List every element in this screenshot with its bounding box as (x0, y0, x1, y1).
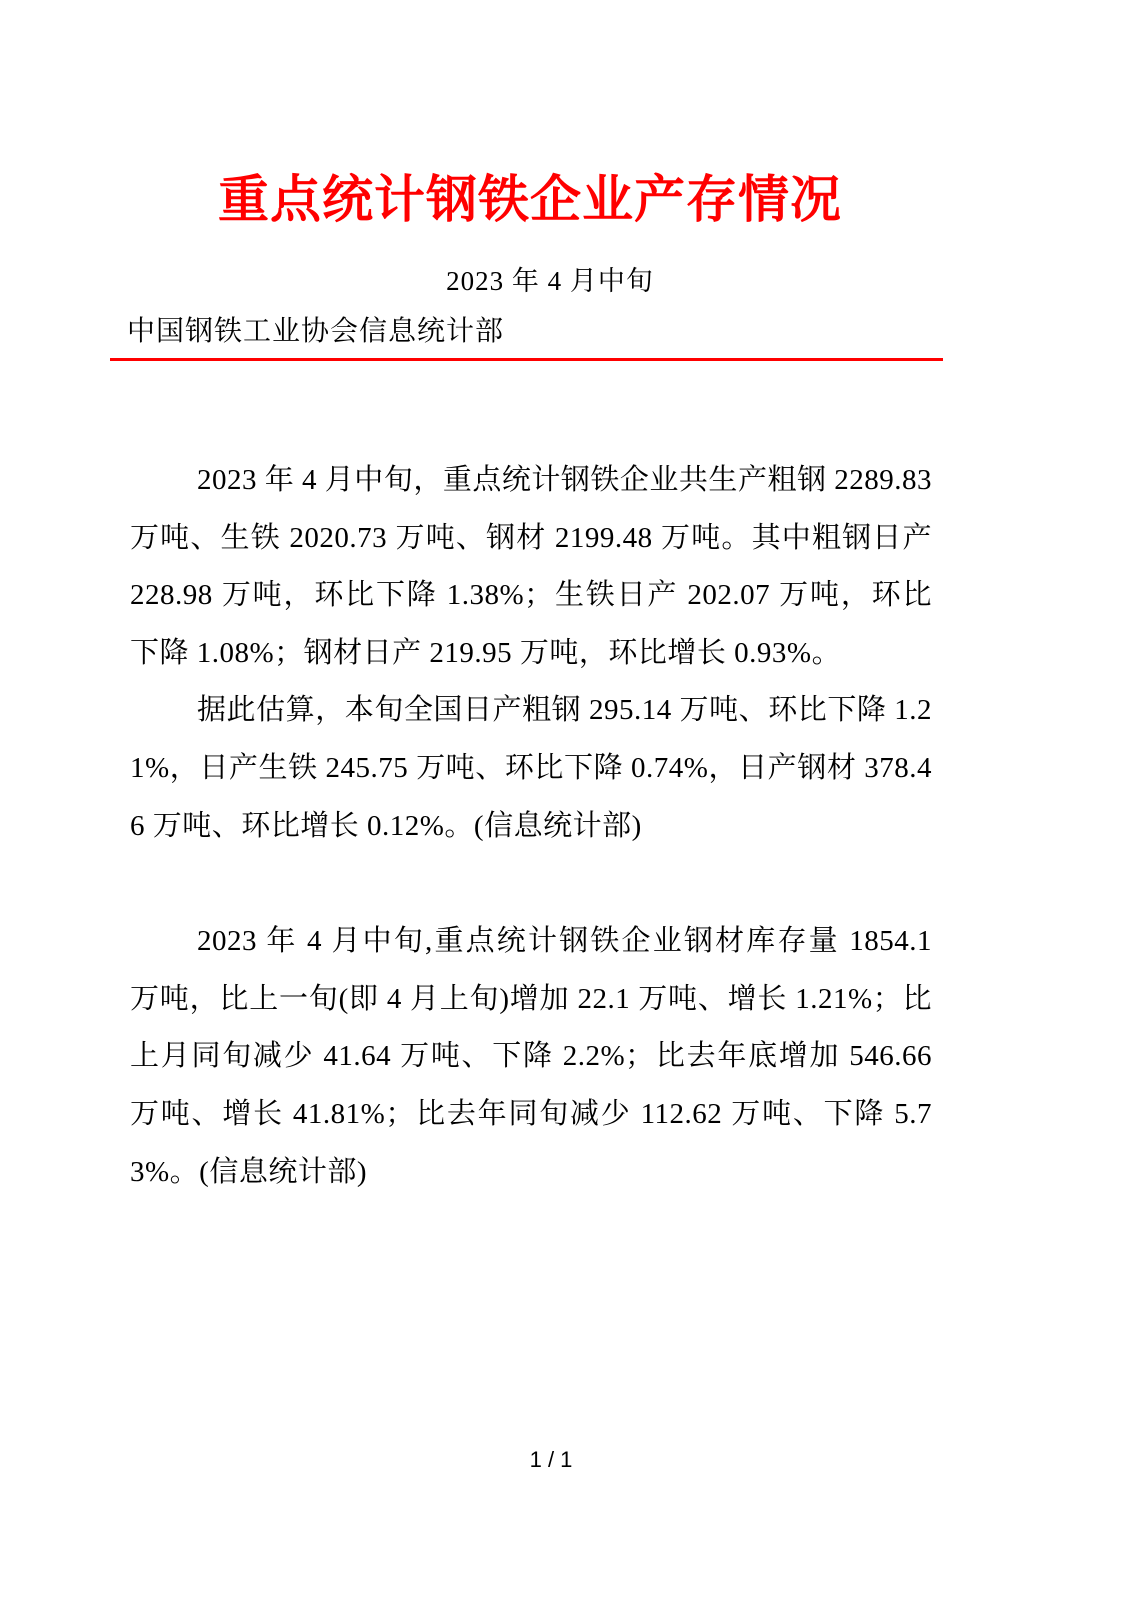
document-title: 重点统计钢铁企业产存情况 (217, 171, 842, 230)
paragraph-national-estimate: 据此估算，本旬全国日产粗钢 295.14 万吨、环比下降 1.21%，日产生铁 245.75 万吨、环比下降 0.74%，日产钢材 378.46 万吨、环比增长 0.12%。(信息统计部) (130, 694, 932, 842)
department-byline: 中国钢铁工业协会信息统计部 (127, 316, 505, 347)
document-body (130, 452, 932, 1201)
paragraph-inventory-stats: 2023 年 4 月中旬,重点统计钢铁企业钢材库存量 1854.1 万吨，比上一旬(即 4 月上旬)增加 22.1 万吨、增长 1.21%；比上月同旬减少 41.64 万吨、下降 2.2%；比去年底增加 546.66 万吨、增长 41.81%；比去年同旬减少 112.62 万吨、下降 5.73%。(信息统计部) (130, 925, 932, 1188)
page-number: 1 / 1 (529, 1447, 573, 1472)
paragraph-production-stats: 2023 年 4 月中旬，重点统计钢铁企业共生产粗钢 2289.83 万吨、生铁 2020.73 万吨、钢材 2199.48 万吨。其中粗钢日产 228.98 万吨，环比下降 1.38%；生铁日产 202.07 万吨，环比下降 1.08%；钢材日产 219.95 万吨，环比增长 0.93%。 (130, 464, 932, 669)
document-subtitle: 2023 年 4 月中旬 (446, 266, 654, 296)
red-divider-rule (110, 358, 943, 361)
